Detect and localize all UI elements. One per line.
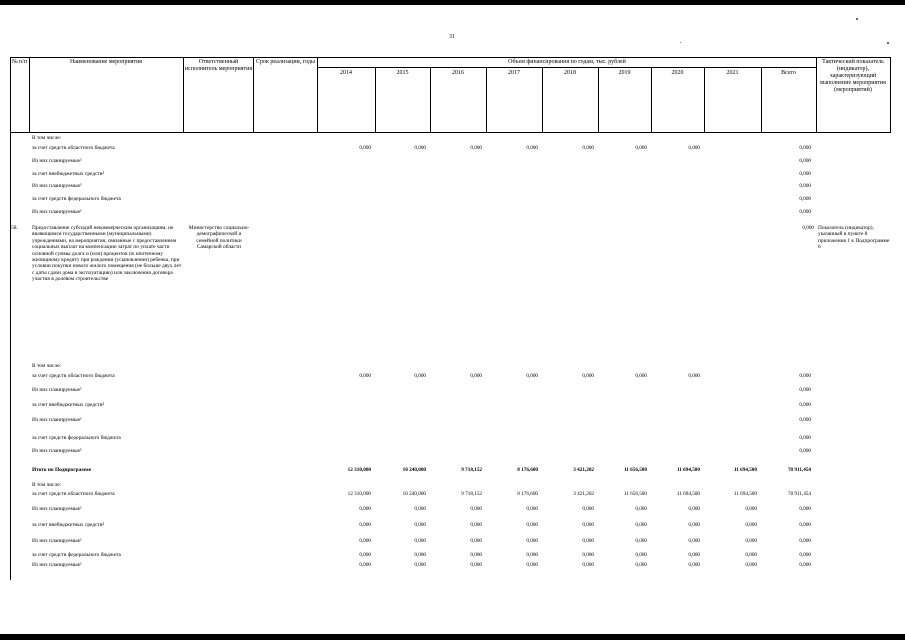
cell-value: 11 694,500 [676,491,700,497]
cell-value: 0,000 [799,158,811,164]
cell-value: 0,000 [526,145,538,151]
cell-value: 0,000 [799,562,811,568]
row-label: В том числе: [32,135,62,141]
cell-value: 0,000 [470,552,482,558]
footnote-mark: 2 [102,522,105,526]
cell-value: 11 694,500 [733,491,757,497]
cell-value: 0,000 [688,373,700,379]
funding-table [10,57,891,580]
cell-value: 0,000 [526,506,538,512]
header-bottom-border [10,132,891,133]
cell-value: 0,000 [414,552,426,558]
cell-value: 0,000 [582,373,594,379]
row-label: за счет средств федерального бюджета [32,196,121,202]
cell-value: 0,000 [470,506,482,512]
cell-value: 0,000 [799,552,811,558]
row-label: Из них планируемые$^1$ [32,183,82,189]
item-number: 58. [11,225,18,231]
cell-value: 0,000 [635,506,647,512]
cell-value: 11 694,500 [676,467,700,473]
cell-value: 0,000 [526,373,538,379]
footnote-mark: 2 [102,171,105,175]
row-label: Из них планируемые$^1$ [32,562,82,568]
cell-value: 0,000 [688,562,700,568]
cell-value: 0,000 [359,145,371,151]
cell-value: 0,000 [526,562,538,568]
header-executor: Ответственный исполнитель мероприятия [184,59,253,72]
item-executor: Министерство социально-демографической и семейной политики Самарской области [188,225,250,251]
header-year-total: Всего [781,70,796,76]
scan-speck [680,42,681,43]
cell-value: 9 718,152 [461,467,482,473]
cell-value: 0,000 [582,506,594,512]
scan-speck [856,18,858,20]
cell-value: 0,000 [688,145,700,151]
col-divider [29,57,30,132]
row-label: за счет средств областного бюджета [32,145,115,151]
item-total: 0,000 [802,225,814,231]
item-name: Предоставление субсидий некоммерческим организациям, не являющимся государственными (муниципальными) учреждениями, на мероприятия, связанные с предоставлением социальных выплат на компенсацию затрат по уплате части основной суммы долга и (или) процентов по ипотечному жилищному кредиту при рождении (усыновлении) ребенка, при условии покупки нового жилого помещения (не больше двух лет с даты сдачи дома в эксплуатацию) или заключения договора участия в долевом строительстве [32,225,182,283]
cell-value: 0,000 [635,522,647,528]
cell-value: 0,000 [799,402,811,408]
footnote-mark: 1 [80,387,82,391]
row-label: за счет внебюджетных средств$^2$ [32,402,105,408]
scan-speck [887,42,889,44]
cell-value: 0,000 [470,522,482,528]
footnote-mark: 1 [80,506,82,510]
cell-value: 0,000 [359,506,371,512]
table-top-border [10,57,891,58]
row-label: Из них планируемые$^1$ [32,538,82,544]
footnote-mark: 1 [80,209,82,213]
footnote-mark: 1 [80,417,82,421]
row-label: за счет средств областного бюджета [32,373,115,379]
cell-value: 0,000 [635,145,647,151]
cell-value: 0,000 [799,145,811,151]
cell-value: 0,000 [745,552,757,558]
cell-value: 0,000 [414,538,426,544]
header-year: 2018 [564,70,576,76]
cell-value: 10 240,000 [402,491,426,497]
footnote-mark: 1 [80,538,82,542]
row-label: Из них планируемые$^1$ [32,506,82,512]
header-funding: Объем финансирования по годам, тыс. рублей [508,59,626,65]
row-label: Из них планируемые$^1$ [32,158,82,164]
header-no: № п/п [11,59,28,65]
item-indicator: Показатель (индикатор), указанный в пункте 8 приложения 1 к Подпрограмме 6 [818,225,890,251]
header-year: 2014 [340,70,352,76]
funding-header-divider [317,67,816,68]
cell-value: 0,000 [470,538,482,544]
cell-value: 8 176,600 [517,491,538,497]
cell-value: 0,000 [359,552,371,558]
row-label: за счет средств федерального бюджета [32,435,121,441]
cell-value: 0,000 [582,552,594,558]
cell-value: 0,000 [582,538,594,544]
cell-value: 0,000 [526,552,538,558]
header-year: 2015 [396,70,409,76]
cell-value: 12 310,000 [347,491,371,497]
cell-value: 10 240,000 [402,467,426,473]
cell-value: 0,000 [745,538,757,544]
cell-value: 0,000 [799,506,811,512]
cell-value: 0,000 [799,435,811,441]
cell-value: 0,000 [799,448,811,454]
cell-value: 0,000 [635,552,647,558]
cell-value: 0,000 [688,538,700,544]
cell-value: 9 718,152 [461,491,482,497]
cell-value: 78 911,454 [787,467,811,473]
cell-value: 0,000 [799,209,811,215]
row-label: Из них планируемые$^1$ [32,387,82,393]
footnote-mark: 1 [80,448,82,452]
cell-value: 0,000 [799,373,811,379]
cell-value: 0,000 [414,562,426,568]
col-divider [317,57,318,132]
row-label: Итого по Подпрограмме [32,467,92,473]
cell-value: 3 421,202 [573,491,594,497]
cell-value: 0,000 [745,506,757,512]
col-divider [816,57,817,132]
header-year: 2019 [618,70,631,76]
row-label: за счет внебюджетных средств$^2$ [32,522,105,528]
header-year: 2016 [452,70,464,76]
cell-value: 0,000 [688,506,700,512]
cell-value: 0,000 [799,171,811,177]
cell-value: 0,000 [414,522,426,528]
cell-value: 0,000 [799,387,811,393]
cell-value: 0,000 [470,145,482,151]
cell-value: 3 421,202 [573,467,594,473]
cell-value: 8 176,600 [517,467,538,473]
header-name: Наименование мероприятия [69,59,143,65]
footnote-mark: 1 [80,183,82,187]
cell-value: 0,000 [359,522,371,528]
cell-value: 0,000 [414,506,426,512]
row-label: за счет средств федерального бюджета [32,552,121,558]
table-frame [10,57,891,580]
cell-value: 0,000 [745,562,757,568]
cell-value: 0,000 [470,373,482,379]
cell-value: 11 656,500 [623,467,647,473]
cell-value: 0,000 [470,562,482,568]
cell-value: 0,000 [688,522,700,528]
cell-value: 11 656,500 [623,491,647,497]
cell-value: 0,000 [526,522,538,528]
cell-value: 0,000 [799,417,811,423]
col-divider [890,57,891,132]
cell-value: 0,000 [799,522,811,528]
header-indicator: Тактический показатель (индикатор), характеризующий выполнение мероприятия (мероприятий) [820,59,886,93]
cell-value: 0,000 [799,538,811,544]
footnote-mark: 2 [102,402,105,406]
cell-value: 0,000 [414,145,426,151]
cell-value: 12 310,000 [347,467,371,473]
header-year: 2017 [508,70,520,76]
cell-value: 0,000 [359,562,371,568]
cell-value: 0,000 [635,538,647,544]
cell-value: 0,000 [359,538,371,544]
footnote-mark: 1 [80,562,82,566]
col-divider [253,57,254,132]
cell-value: 0,000 [799,183,811,189]
row-label: Из них планируемые$^1$ [32,448,82,454]
cell-value: 0,000 [635,373,647,379]
cell-value: 0,000 [582,522,594,528]
cell-value: 0,000 [635,562,647,568]
cell-value: 0,000 [799,196,811,202]
row-label: В том числе: [32,482,62,488]
cell-value: 0,000 [582,145,594,151]
row-label: Из них планируемые$^1$ [32,417,82,423]
header-year: 2020 [671,70,684,76]
cell-value: 0,000 [745,522,757,528]
header-term: Срок реализации, годы [256,59,315,65]
cell-value: 78 911,454 [787,491,811,497]
header-year: 2021 [726,70,739,76]
page-number: 31 [449,34,455,40]
cell-value: 0,000 [526,538,538,544]
scan-bottom-edge [0,634,905,640]
footnote-mark: 1 [80,158,82,162]
row-label: за счет средств областного бюджета [32,491,115,497]
cell-value: 0,000 [582,562,594,568]
scan-top-edge [0,0,905,5]
row-label: за счет внебюджетных средств$^2$ [32,171,105,177]
row-label: Из них планируемые$^1$ [32,209,82,215]
cell-value: 0,000 [414,373,426,379]
cell-value: 0,000 [688,552,700,558]
cell-value: 0,000 [359,373,371,379]
row-label: В том числе: [32,363,62,369]
cell-value: 11 694,500 [733,467,757,473]
